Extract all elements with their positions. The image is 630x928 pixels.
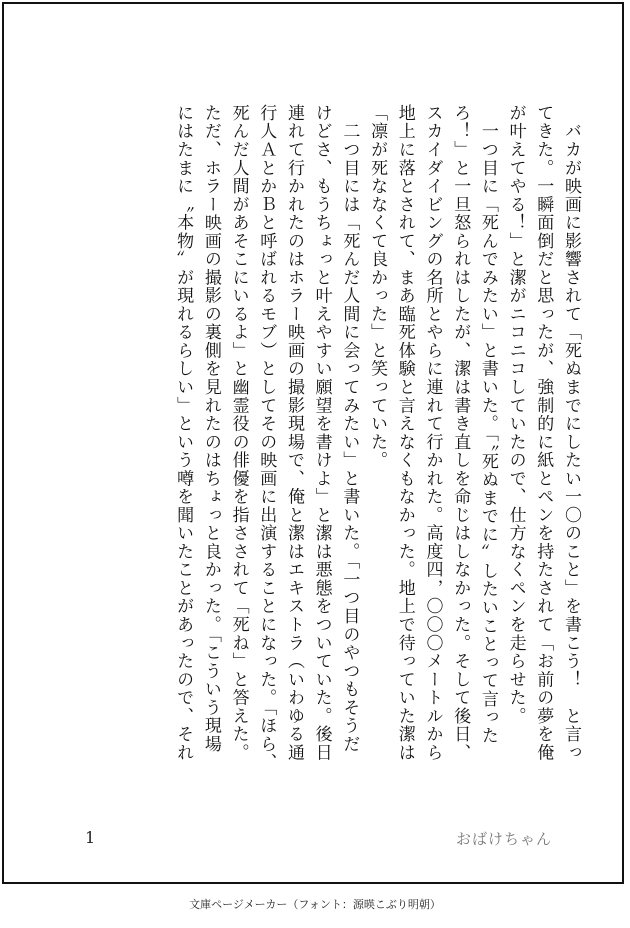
text-line: 地上に落とされて、まあ臨死体験と言えなくもなかった。地上で待っていた潔は [394, 104, 415, 762]
text-line: ただ、ホラー映画の撮影の裏側を見れたのはちょっと良かった。「こういう現場 [200, 104, 221, 754]
page-number: 1 [85, 828, 96, 847]
text-line: スカイダイビングの名所とやらに連れて行かれた。高度四，〇〇〇メートルから [422, 104, 443, 762]
credit-caption: 文庫ページメーカー（フォント：源暎こぶり明朝） [189, 898, 441, 911]
text-line: バカが映画に影響されて「死ぬまでにしたい一〇のこと」を書こう！ と言っ [561, 104, 581, 762]
running-title: おばけちゃん [456, 830, 553, 848]
text-line: にはたまに〝本物〟が現れるらしい」という噂を聞いたことがあったので、それ [173, 104, 194, 762]
text-line: 行人ＡとかＢと呼ばれるモブ）としてその映画に出演することになった。「ほら、 [256, 104, 277, 772]
text-line: 連れて行かれたのはホラー映画の撮影現場で、俺と潔はエキストラ（いわゆる通 [283, 104, 304, 762]
text-line: が叶えてやる！」と潔がニコニコしていたので、仕方なくペンを走らせた。 [505, 104, 526, 726]
text-line: 死んだ人間があそこにいるよ」と幽霊役の俳優を指さされて「死ね」と答えた。 [228, 104, 249, 762]
text-line: 一つ目に「死んでみたい」と書いた。「〝死ぬまでに〟したいことって言った [477, 104, 498, 745]
body-text [84, 104, 584, 794]
text-line: 「凛が死ななくて良かった」と笑っていた。 [367, 104, 388, 470]
text-line: 二つ目には「死んだ人間に会ってみたい」と書いた。「一つ目のやつもそうだ [339, 104, 360, 754]
text-line: ろ！」と一旦怒られはしたが、潔は書き直しを命じはしなかった。そして後日、 [450, 104, 471, 762]
text-line: けどさ、もうちょっと叶えやすい願望を書けよ」と潔は悪態をついていた。後日 [311, 104, 332, 762]
text-line: てきた。一瞬面倒だと思ったが、強制的に紙とペンを持たされて「お前の夢を俺 [533, 104, 554, 762]
page-frame [2, 2, 624, 884]
